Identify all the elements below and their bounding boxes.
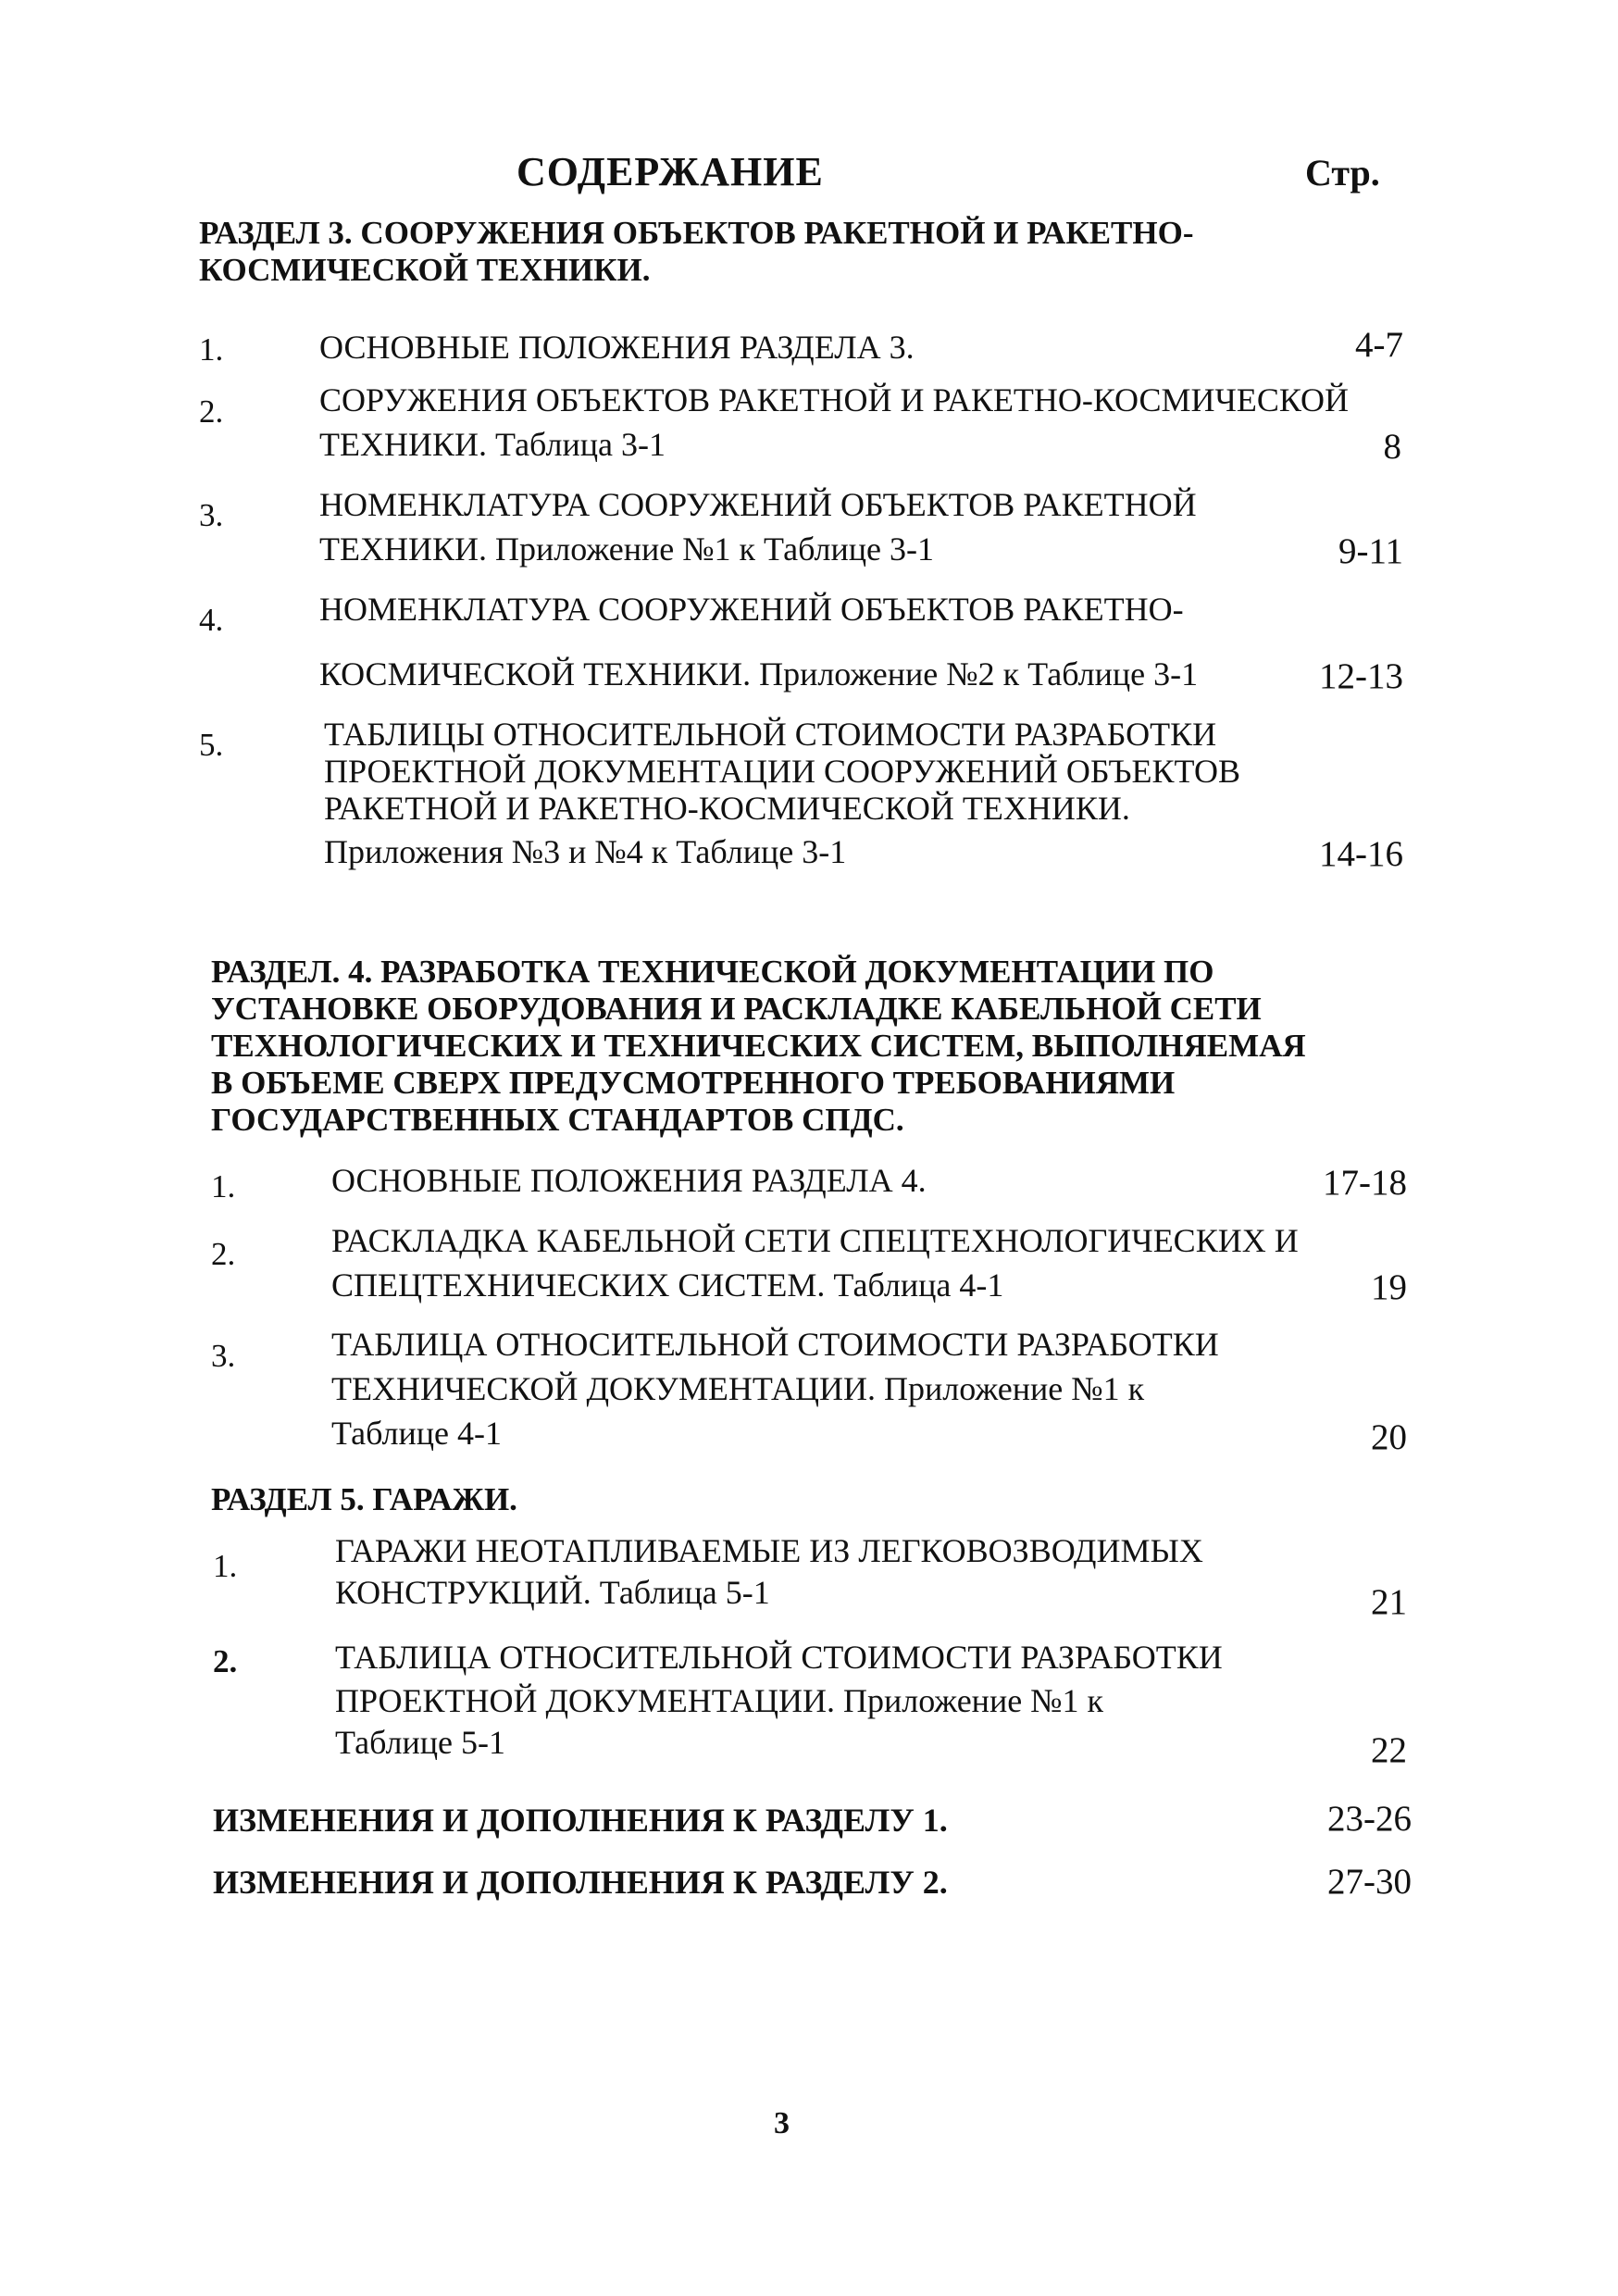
entry-text-line: Таблице 4-1: [331, 1415, 502, 1452]
entry-number: 2.: [211, 1236, 236, 1272]
entry-text-line: КОНСТРУКЦИЙ. Таблица 5-1: [335, 1574, 770, 1611]
entry-text-line: ТАБЛИЦА ОТНОСИТЕЛЬНОЙ СТОИМОСТИ РАЗРАБОТКИ: [331, 1326, 1219, 1363]
entry-number: 1.: [213, 1548, 238, 1584]
entry-number: 1.: [199, 331, 224, 368]
entry-page: 12-13: [1319, 656, 1403, 696]
entry-text-line: ПРОЕКТНОЙ ДОКУМЕНТАЦИИ СООРУЖЕНИЙ ОБЪЕКТОВ: [324, 753, 1241, 790]
entry-text-line: ИЗМЕНЕНИЯ И ДОПОЛНЕНИЯ К РАЗДЕЛУ 1.: [213, 1802, 948, 1839]
page-number: 3: [774, 2106, 790, 2140]
section-title-line: В ОБЪЕМЕ СВЕРХ ПРЕДУСМОТРЕННОГО ТРЕБОВАНИЯМИ: [211, 1065, 1176, 1101]
entry-number: 2.: [199, 393, 224, 430]
entry-page: 22: [1371, 1730, 1407, 1770]
entry-page: 4-7: [1355, 325, 1403, 365]
section-title-line: ТЕХНОЛОГИЧЕСКИХ И ТЕХНИЧЕСКИХ СИСТЕМ, ВЫПОЛНЯЕМАЯ: [211, 1028, 1306, 1064]
entry-page: 23-26: [1327, 1799, 1412, 1839]
entry-text-line: СОРУЖЕНИЯ ОБЪЕКТОВ РАКЕТНОЙ И РАКЕТНО-КОСМИЧЕСКОЙ: [319, 381, 1349, 418]
entry-text-line: НОМЕНКЛАТУРА СООРУЖЕНИЙ ОБЪЕКТОВ РАКЕТНО-: [319, 591, 1184, 628]
entry-number: 3.: [199, 497, 224, 533]
entry-number: 5.: [199, 727, 224, 763]
section-title-line: КОСМИЧЕСКОЙ ТЕХНИКИ.: [199, 252, 651, 288]
entry-page: 20: [1371, 1417, 1407, 1457]
entry-text-line: ТАБЛИЦЫ ОТНОСИТЕЛЬНОЙ СТОИМОСТИ РАЗРАБОТКИ: [324, 716, 1217, 753]
entry-text-line: ТЕХНИКИ. Таблица 3-1: [319, 426, 666, 463]
entry-number: 1.: [211, 1168, 236, 1204]
entry-text-line: ОСНОВНЫЕ ПОЛОЖЕНИЯ РАЗДЕЛА 4.: [331, 1162, 927, 1199]
entry-page: 27-30: [1327, 1862, 1412, 1902]
entry-text-line: ОСНОВНЫЕ ПОЛОЖЕНИЯ РАЗДЕЛА 3.: [319, 329, 915, 366]
entry-text-line: ГАРАЖИ НЕОТАПЛИВАЕМЫЕ ИЗ ЛЕГКОВОЗВОДИМЫХ: [335, 1532, 1203, 1569]
entry-text-line: Приложения №3 и №4 к Таблице 3-1: [324, 833, 847, 870]
section-title-line: ГОСУДАРСТВЕННЫХ СТАНДАРТОВ СПДС.: [211, 1102, 904, 1138]
section-title-line: РАЗДЕЛ 5. ГАРАЖИ.: [211, 1481, 517, 1517]
entry-number: 4.: [199, 602, 224, 638]
entry-page: 21: [1371, 1582, 1407, 1622]
entry-page: 8: [1383, 427, 1401, 467]
section-title-line: РАЗДЕЛ 3. СООРУЖЕНИЯ ОБЪЕКТОВ РАКЕТНОЙ И РАКЕТНО-: [199, 215, 1194, 251]
entry-number: 2.: [213, 1643, 238, 1679]
entry-text-line: ИЗМЕНЕНИЯ И ДОПОЛНЕНИЯ К РАЗДЕЛУ 2.: [213, 1864, 948, 1901]
entry-text-line: ТЕХНИЧЕСКОЙ ДОКУМЕНТАЦИИ. Приложение №1 к: [331, 1370, 1145, 1407]
entry-page: 14-16: [1319, 834, 1403, 874]
entry-page: 17-18: [1323, 1163, 1407, 1203]
entry-page: 9-11: [1338, 531, 1403, 571]
entry-page: 19: [1371, 1267, 1407, 1307]
entry-text-line: РАКЕТНОЙ И РАКЕТНО-КОСМИЧЕСКОЙ ТЕХНИКИ.: [324, 790, 1130, 827]
entry-text-line: ПРОЕКТНОЙ ДОКУМЕНТАЦИИ. Приложение №1 к: [335, 1682, 1104, 1719]
section-title-line: УСТАНОВКЕ ОБОРУДОВАНИЯ И РАСКЛАДКЕ КАБЕЛЬНОЙ СЕТИ: [211, 991, 1262, 1027]
page-title: СОДЕРЖАНИЕ: [517, 149, 824, 194]
entry-text-line: СПЕЦТЕХНИЧЕСКИХ СИСТЕМ. Таблица 4-1: [331, 1267, 1004, 1304]
entry-text-line: РАСКЛАДКА КАБЕЛЬНОЙ СЕТИ СПЕЦТЕХНОЛОГИЧЕСКИХ И: [331, 1222, 1299, 1259]
page-column-header: Стр.: [1305, 152, 1380, 193]
entry-text-line: ТЕХНИКИ. Приложение №1 к Таблице 3-1: [319, 530, 934, 568]
entry-text-line: КОСМИЧЕСКОЙ ТЕХНИКИ. Приложение №2 к Таблице 3-1: [319, 655, 1199, 693]
entry-text-line: НОМЕНКЛАТУРА СООРУЖЕНИЙ ОБЪЕКТОВ РАКЕТНОЙ: [319, 486, 1197, 523]
entry-text-line: Таблице 5-1: [335, 1724, 505, 1761]
entry-text-line: ТАБЛИЦА ОТНОСИТЕЛЬНОЙ СТОИМОСТИ РАЗРАБОТКИ: [335, 1639, 1223, 1676]
entry-number: 3.: [211, 1338, 236, 1374]
section-title-line: РАЗДЕЛ. 4. РАЗРАБОТКА ТЕХНИЧЕСКОЙ ДОКУМЕНТАЦИИ ПО: [211, 954, 1214, 990]
